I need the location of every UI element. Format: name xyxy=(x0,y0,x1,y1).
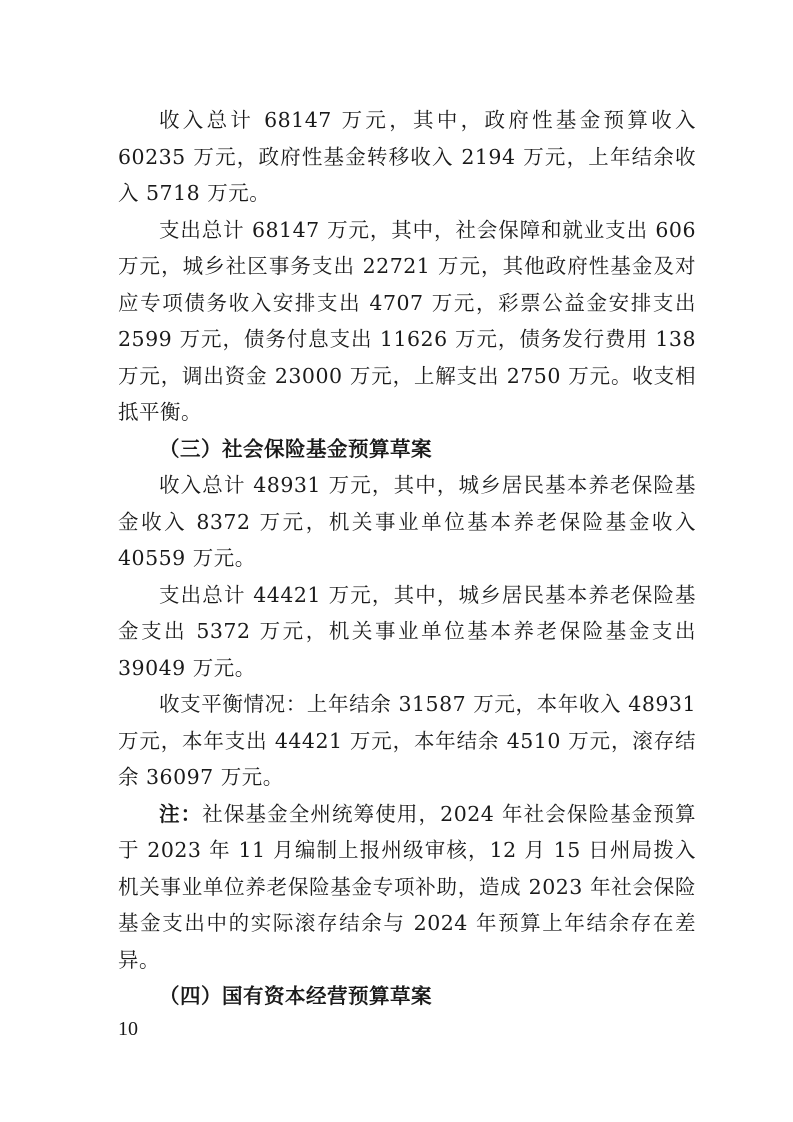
fund-expenditure-paragraph: 支出总计 68147 万元，其中，社会保障和就业支出 606 万元，城乡社区事务支出 22721 万元，其他政府性基金及对应专项债务收入安排支出 4707 万元，彩票公益金安排支出 2599 万元，债务付息支出 11626 万元，债务发行费用 138 万元，调出资金 23000 万元，上解支出 2750 万元。收支相抵平衡。 xyxy=(118,217,696,424)
page-number: 10 xyxy=(118,1018,138,1040)
social-insurance-balance-paragraph: 收支平衡情况：上年结余 31587 万元，本年收入 48931 万元，本年支出 44421 万元，本年结余 4510 万元，滚存结余 36097 万元。 xyxy=(118,692,696,789)
section-heading-social-insurance: （三）社会保险基金预算草案 xyxy=(159,436,432,461)
note-label: 注： xyxy=(159,801,203,826)
note-paragraph xyxy=(118,796,696,979)
fund-income-paragraph: 收入总计 68147 万元，其中，政府性基金预算收入 60235 万元，政府性基金转移收入 2194 万元，上年结余收入 5718 万元。 xyxy=(118,108,696,205)
section-heading-state-capital: （四）国有资本经营预算草案 xyxy=(159,984,432,1008)
note-text: 社保基金全州统筹使用，2024 年社会保险基金预算于 2023 年 11 月编制上报州级审核，12 月 15 日州局拨入机关事业单位养老保险基金专项补助，造成 2023 年社会保险基金支出中的实际滚存结余与 2024 年预算上年结余存在差异。 xyxy=(118,801,697,972)
social-insurance-income-paragraph: 收入总计 48931 万元，其中，城乡居民基本养老保险基金收入 8372 万元，机关事业单位基本养老保险基金收入 40559 万元。 xyxy=(118,473,696,570)
social-insurance-expenditure-paragraph: 支出总计 44421 万元，其中，城乡居民基本养老保险基金支出 5372 万元，机关事业单位基本养老保险基金支出 39049 万元。 xyxy=(118,582,696,680)
document-body xyxy=(118,102,696,1015)
